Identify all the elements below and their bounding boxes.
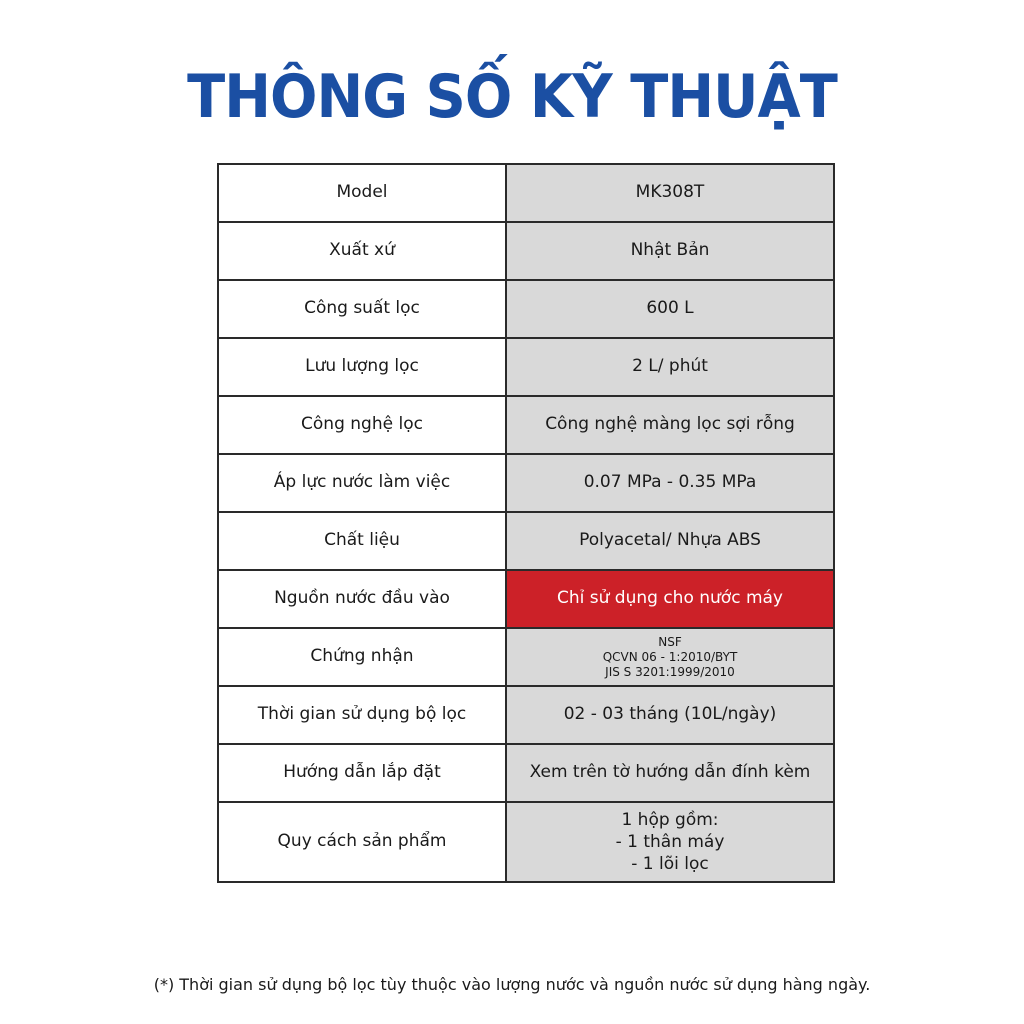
spec-label-filter-life: Thời gian sử dụng bộ lọc xyxy=(218,686,506,744)
spec-value-installation: Xem trên tờ hướng dẫn đính kèm xyxy=(506,744,834,802)
spec-value-material: Polyacetal/ Nhựa ABS xyxy=(506,512,834,570)
certification-line: JIS S 3201:1999/2010 xyxy=(605,664,735,679)
spec-row-technology xyxy=(218,396,834,454)
spec-row-material xyxy=(218,512,834,570)
spec-label-origin: Xuất xứ xyxy=(218,222,506,280)
spec-label-technology: Công nghệ lọc xyxy=(218,396,506,454)
package-line: 1 hộp gồm: xyxy=(621,810,719,830)
spec-row-pressure xyxy=(218,454,834,512)
spec-label-material: Chất liệu xyxy=(218,512,506,570)
certification-line: QCVN 06 - 1:2010/BYT xyxy=(602,649,738,664)
spec-value-certification xyxy=(506,628,834,686)
spec-value-filter-life: 02 - 03 tháng (10L/ngày) xyxy=(506,686,834,744)
page-title: THÔNG SỐ KỸ THUẬT xyxy=(187,62,837,132)
spec-row-origin xyxy=(218,222,834,280)
spec-row-water-source xyxy=(218,570,834,628)
spec-table xyxy=(217,163,835,883)
spec-label-water-source: Nguồn nước đầu vào xyxy=(218,570,506,628)
spec-label-model: Model xyxy=(218,164,506,222)
package-line: - 1 lõi lọc xyxy=(631,854,709,874)
spec-value-package xyxy=(506,802,834,882)
spec-label-flow-rate: Lưu lượng lọc xyxy=(218,338,506,396)
spec-label-pressure: Áp lực nước làm việc xyxy=(218,454,506,512)
spec-row-capacity xyxy=(218,280,834,338)
spec-value-water-source: Chỉ sử dụng cho nước máy xyxy=(506,570,834,628)
certification-line: NSF xyxy=(658,634,682,649)
spec-row-filter-life xyxy=(218,686,834,744)
spec-value-pressure: 0.07 MPa - 0.35 MPa xyxy=(506,454,834,512)
spec-value-capacity: 600 L xyxy=(506,280,834,338)
footnote: (*) Thời gian sử dụng bộ lọc tùy thuộc vào lượng nước và nguồn nước sử dụng hàng ngày. xyxy=(153,975,871,994)
spec-label-certification: Chứng nhận xyxy=(218,628,506,686)
spec-label-capacity: Công suất lọc xyxy=(218,280,506,338)
spec-row-certification xyxy=(218,628,834,686)
spec-value-flow-rate: 2 L/ phút xyxy=(506,338,834,396)
spec-value-origin: Nhật Bản xyxy=(506,222,834,280)
spec-row-installation xyxy=(218,744,834,802)
spec-label-package: Quy cách sản phẩm xyxy=(218,802,506,882)
spec-value-model: MK308T xyxy=(506,164,834,222)
spec-label-installation: Hướng dẫn lắp đặt xyxy=(218,744,506,802)
spec-row-model xyxy=(218,164,834,222)
spec-row-flow-rate xyxy=(218,338,834,396)
spec-row-package xyxy=(218,802,834,882)
package-line: - 1 thân máy xyxy=(615,832,725,852)
spec-value-technology: Công nghệ màng lọc sợi rỗng xyxy=(506,396,834,454)
